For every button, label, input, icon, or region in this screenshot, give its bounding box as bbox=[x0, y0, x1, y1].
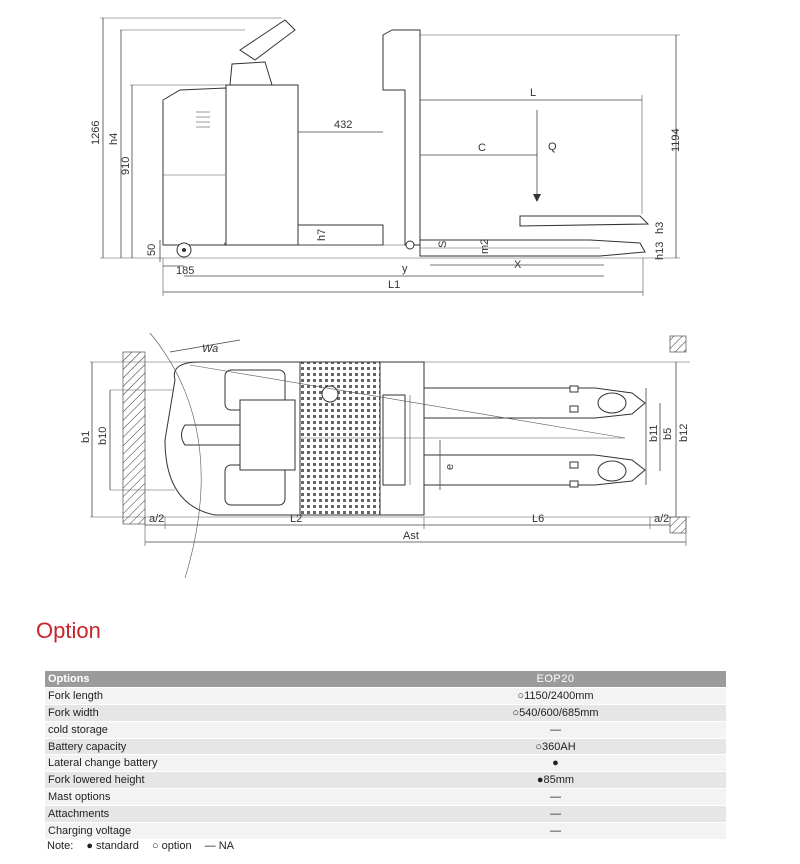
dim-b10: b10 bbox=[97, 426, 109, 445]
row-value: ● bbox=[385, 755, 726, 772]
dim-h7: h7 bbox=[316, 228, 328, 241]
dim-Q: Q bbox=[548, 141, 557, 153]
section-title: Option bbox=[36, 618, 101, 643]
row-label: cold storage bbox=[45, 721, 385, 738]
dim-X: X bbox=[514, 259, 522, 271]
dim-h13: h13 bbox=[654, 241, 666, 260]
dim-S: S bbox=[437, 240, 449, 248]
dim-L2: L2 bbox=[290, 513, 303, 525]
dim-b11: b11 bbox=[648, 424, 660, 442]
row-label: Mast options bbox=[45, 789, 385, 806]
dim-1194: 1194 bbox=[670, 128, 682, 152]
wall-left bbox=[123, 352, 145, 524]
row-value: — bbox=[385, 806, 726, 823]
row-label: Fork length bbox=[45, 687, 385, 704]
row-value: ○540/600/685mm bbox=[385, 704, 726, 721]
row-label: Battery capacity bbox=[45, 738, 385, 755]
dim-h3: h3 bbox=[654, 221, 666, 234]
dim-b1: b1 bbox=[80, 430, 92, 443]
dim-50: 50 bbox=[146, 243, 158, 256]
table-row bbox=[45, 789, 726, 806]
table-header bbox=[45, 671, 726, 687]
dim-910: 910 bbox=[120, 156, 132, 175]
legend-note bbox=[47, 840, 244, 852]
row-value: — bbox=[385, 721, 726, 738]
row-value: — bbox=[385, 823, 726, 840]
row-value: — bbox=[385, 789, 726, 806]
table-row bbox=[45, 772, 726, 789]
note-prefix: Note: bbox=[47, 840, 74, 852]
table-row bbox=[45, 687, 726, 704]
row-label: Fork lowered height bbox=[45, 772, 385, 789]
header-model: EOP20 bbox=[385, 671, 726, 687]
dim-185: 185 bbox=[176, 265, 195, 277]
dim-Ast: Ast bbox=[403, 530, 419, 542]
row-value: ●85mm bbox=[385, 772, 726, 789]
wall-right-top bbox=[670, 336, 686, 352]
wall-right-bottom bbox=[670, 517, 686, 533]
dim-C: C bbox=[478, 142, 486, 154]
dim-1266: 1266 bbox=[90, 120, 102, 145]
dim-b12: b12 bbox=[678, 423, 690, 442]
dim-a2-left: a/2 bbox=[149, 513, 165, 525]
dim-b5: b5 bbox=[662, 427, 674, 440]
dim-L: L bbox=[530, 87, 537, 99]
table-row bbox=[45, 738, 726, 755]
options-table bbox=[45, 671, 726, 840]
dim-L1: L1 bbox=[388, 279, 401, 291]
dim-m2: m2 bbox=[479, 238, 491, 254]
note-option: ○ option bbox=[151, 840, 192, 852]
dim-L6: L6 bbox=[532, 513, 545, 525]
row-label: Charging voltage bbox=[45, 823, 385, 840]
dim-y: y bbox=[402, 263, 408, 275]
row-label: Lateral change battery bbox=[45, 755, 385, 772]
row-label: Fork width bbox=[45, 704, 385, 721]
note-standard: ● standard bbox=[86, 840, 139, 852]
dim-e: e bbox=[444, 463, 456, 470]
table-row bbox=[45, 755, 726, 772]
dim-432: 432 bbox=[334, 119, 353, 131]
table-row bbox=[45, 704, 726, 721]
header-label: Options bbox=[45, 671, 385, 687]
row-value: ○1150/2400mm bbox=[385, 687, 726, 704]
top-view bbox=[80, 333, 690, 578]
table-row bbox=[45, 806, 726, 823]
dim-Wa: Wa bbox=[202, 343, 219, 355]
platform-grid bbox=[300, 362, 380, 515]
table-row bbox=[45, 721, 726, 738]
note-na: — NA bbox=[204, 840, 235, 852]
row-label: Attachments bbox=[45, 806, 385, 823]
side-view bbox=[90, 18, 682, 296]
dim-a2-right: a/2 bbox=[654, 513, 670, 525]
table-row bbox=[45, 823, 726, 840]
dim-h4: h4 bbox=[108, 132, 120, 145]
row-value: ○360AH bbox=[385, 738, 726, 755]
